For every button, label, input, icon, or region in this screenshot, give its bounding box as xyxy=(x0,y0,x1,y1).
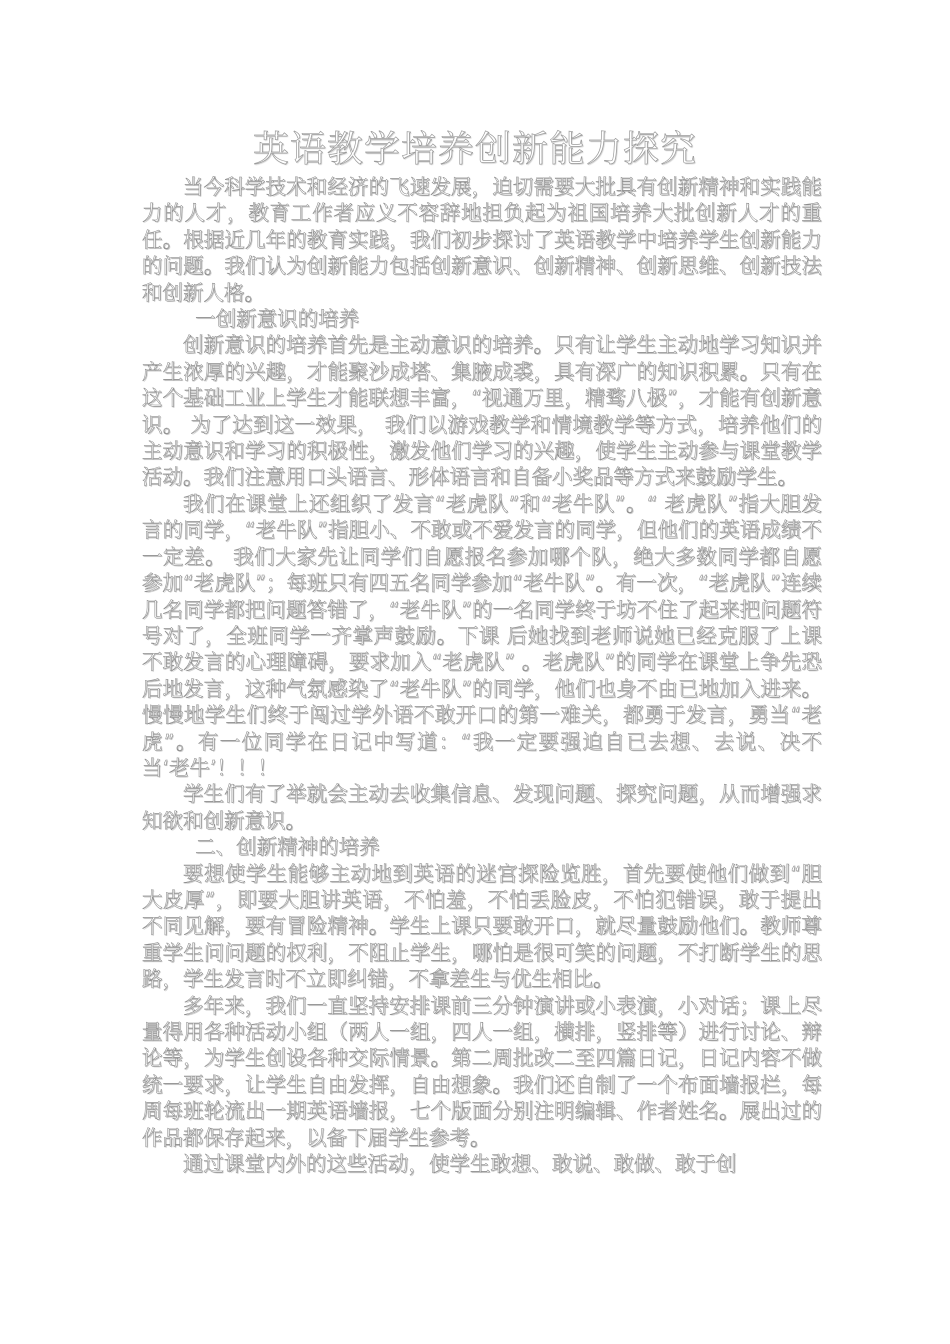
document-body xyxy=(142,174,822,1177)
section-heading-1: 一创新意识的培养 xyxy=(195,307,360,332)
body-paragraph: 我们在课堂上还组织了发言“老虎队”和“老牛队”。“ 老虎队”指大胆发言的同学，“老牛队”指胆小、不敢或不爱发言的同学，但他们的英语成绩不一定差。 我们大家先让同学们自愿报名参加哪个队，绝大多数同学都自愿参加“老虎队”；每班只有四五名同学参加“老牛队”。有一次，“老虎队”连续几名同学都把问题答错了，“老牛队”的一名同学终于坊不住了起来把问题符号对了，全班同学一齐掌声鼓励。下课 后她找到老师说她已经克服了上课不敢发言的心理障碍，要求加入“老虎队” 。老虎队”的同学在课堂上争先恐后地发言，这种气氛感染了“老牛队”的同学，他们也身不由已地加入进来。慢慢地学生们终于闯过学外语不敢开口的第一难关，都勇于发言，勇当“老虎”。有一位同学在日记中写道：“我一定要强迫自已去想、去说、决不当‘老牛’！！！ xyxy=(142,491,822,780)
body-paragraph: 创新意识的培养首先是主动意识的培养。只有让学生主动地学习知识并产生浓厚的兴趣，才能聚沙成塔、集腋成裘，具有深广的知识积累。只有在这个基础工业上学生才能联想丰富，“视通万里，精骛八极”，才能有创新意识。 为了达到这一效果， 我们以游戏教学和情境教学等方式，培养他们的主动意识和学习的积极性，激发他们学习的兴趣，使学生主动参与课堂教学活动。我们注意用口头语言、形体语言和自备小奖品等方式来鼓励学生。 xyxy=(142,333,822,490)
intro-paragraph: 当今科学技术和经济的飞速发展，迫切需要大批具有创新精神和实践能力的人才，教育工作者应义不容辞地担负起为祖国培养大批创新人才的重任。根据近几年的教育实践，我们初步探讨了英语教学中培养学生创新能力的问题。我们认为创新能力包括创新意识、创新精神、创新思维、创新技法和创新人格。 xyxy=(142,175,822,305)
body-paragraph: 学生们有了举就会主动去收集信息、发现问题、探究问题，从而增强求知欲和创新意识。 xyxy=(142,782,822,833)
body-paragraph: 要想使学生能够主动地到英语的迷宫探险览胜，首先要使他们做到“胆大皮厚”，即要大胆讲英语，不怕羞，不怕丢脸皮，不怕犯错误，敢于提出不同见解，要有冒险精神。学生上课只要敢开口，就尽量鼓励他们。教师尊重学生问问题的权利，不阻止学生，哪怕是很可笑的问题，不打断学生的思路，学生发言时不立即纠错，不拿差生与优生相比。 xyxy=(142,861,822,992)
section-heading-2: 二、创新精神的培养 xyxy=(195,835,380,860)
document-title: 英语教学培养创新能力探究 xyxy=(252,129,697,170)
body-paragraph: 通过课堂内外的这些活动，使学生敢想、敢说、敢做、敢于创 xyxy=(183,1152,737,1177)
body-paragraph: 多年来，我们一直坚持安排课前三分钟演讲或小表演，小对话；课上尽量得用各种活动小组（两人一组，四人一组，横排，竖排等）进行讨论、辩论等，为学生创设各种交际情景。第二周批改二至四篇日记，日记内容不做统一要求，让学生自由发挥，自由想象。我们还自制了一个布面墙报栏，每周每班轮流出一期英语墙报，七个版面分别注明编辑、作者姓名。展出过的作品都保存起来，以备下届学生参考。 xyxy=(142,993,822,1150)
